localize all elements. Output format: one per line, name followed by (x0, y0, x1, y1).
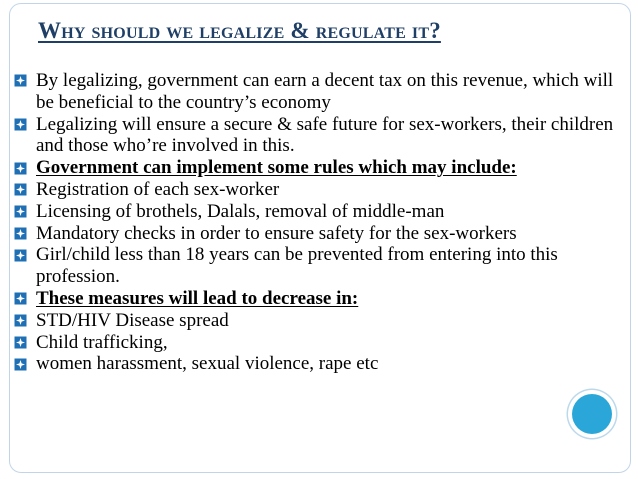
bullet-text: Girl/child less than 18 years can be prevented from entering into this profession. (36, 244, 558, 288)
bullet-item-heading (14, 288, 614, 310)
bullet-text: Child trafficking, (36, 331, 168, 353)
square-star-bullet-icon (14, 332, 36, 354)
bullet-item (14, 179, 614, 201)
square-star-bullet-icon (14, 201, 36, 223)
bullet-item (14, 223, 614, 245)
bullet-item (14, 332, 614, 354)
bullet-item (14, 201, 614, 223)
bullet-text: women harassment, sexual violence, rape etc (36, 353, 379, 375)
bullet-item (14, 310, 614, 332)
slide-title: Why should we legalize & regulate it? (38, 18, 441, 43)
bullet-text: Registration of each sex-worker (36, 178, 280, 200)
square-star-bullet-icon (14, 288, 36, 310)
bullet-text: These measures will lead to decrease in: (36, 287, 359, 309)
bullet-item (14, 114, 614, 158)
bullet-item-heading (14, 157, 614, 179)
bullet-text: Mandatory checks in order to ensure safety for the sex-workers (36, 222, 517, 244)
bullet-text: Legalizing will ensure a secure & safe future for sex-workers, their children and those who’re involved in this. (36, 113, 614, 157)
bullet-text: STD/HIV Disease spread (36, 309, 229, 331)
bullet-text: Licensing of brothels, Dalals, removal of middle-man (36, 200, 445, 222)
bullet-item (14, 353, 614, 375)
decorative-circle (572, 394, 612, 434)
square-star-bullet-icon (14, 179, 36, 201)
bullet-text: Government can implement some rules which may include: (36, 157, 517, 179)
square-star-bullet-icon (14, 310, 36, 332)
square-star-bullet-icon (14, 244, 36, 266)
square-star-bullet-icon (14, 70, 36, 92)
square-star-bullet-icon (14, 157, 36, 179)
square-star-bullet-icon (14, 114, 36, 136)
bullet-text: By legalizing, government can earn a decent tax on this revenue, which will be beneficial to the country’s economy (36, 70, 614, 113)
square-star-bullet-icon (14, 223, 36, 245)
bullet-list (14, 70, 614, 375)
bullet-item (14, 70, 614, 114)
square-star-bullet-icon (14, 353, 36, 375)
bullet-item (14, 244, 614, 288)
